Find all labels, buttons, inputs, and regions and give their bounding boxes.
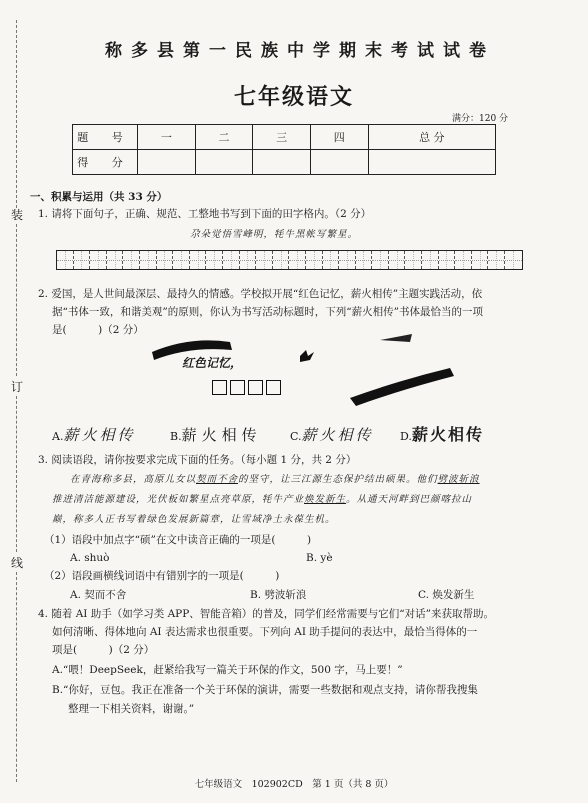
score-cell[interactable] xyxy=(253,150,311,175)
sub1-option-a[interactable]: A. shuò xyxy=(70,552,110,564)
score-table xyxy=(72,124,496,175)
grid-cell[interactable] xyxy=(173,251,190,269)
poster-box xyxy=(266,380,281,395)
binding-line xyxy=(16,572,17,782)
poster-box xyxy=(230,380,245,395)
score-table-header-cell: 总 分 xyxy=(368,125,495,150)
brush-stroke-right xyxy=(350,368,454,406)
passage-text: 。从通天河畔到巴颜喀拉山 xyxy=(346,494,473,505)
option-text: 薪火相传 xyxy=(181,426,262,444)
grid-cell[interactable] xyxy=(505,251,522,269)
grid-cell[interactable] xyxy=(372,251,389,269)
grid-cell[interactable] xyxy=(472,251,489,269)
option-d[interactable] xyxy=(400,422,484,445)
binding-line xyxy=(16,396,17,552)
question-4-line2: 如何清晰、得体地向 AI 表达需求也很重要。下列向 AI 助手提问的表达中，最恰当得体的一 xyxy=(52,626,478,638)
question-2-line1: 2. 爱国，是人世间最深层、最持久的情感。学校拟开展“红色记忆，薪火相传”主题实践活动，依 xyxy=(38,288,483,300)
grid-cell[interactable] xyxy=(339,251,356,269)
score-row-label: 得 分 xyxy=(73,150,138,175)
grid-cell[interactable] xyxy=(455,251,472,269)
passage-text: 推进清洁能源建设，光伏板如繁星点亮草原，牦牛产业 xyxy=(52,494,305,505)
passage-underlined-word: 契而不舍 xyxy=(196,474,239,485)
option-text: 薪火相传 xyxy=(411,425,484,444)
grid-cell[interactable] xyxy=(289,251,306,269)
binding-mark-xian: 线 xyxy=(11,556,24,570)
question-2-line3: 是( )（2 分） xyxy=(52,324,144,336)
question-3-prompt: 3. 阅读语段，请你按要求完成下面的任务。（每小题 1 分，共 2 分） xyxy=(38,454,357,466)
sub2-option-c[interactable]: C. 焕发新生 xyxy=(418,589,475,601)
score-table-score-row xyxy=(73,150,496,175)
option-b[interactable] xyxy=(170,424,262,445)
grid-cell[interactable] xyxy=(74,251,91,269)
passage-underlined-word: 焕发新生 xyxy=(304,494,347,505)
poster-title: 红色记忆， xyxy=(182,356,243,370)
section-title: 一、积累与运用（共 33 分） xyxy=(30,191,168,203)
question-2-line2: 据“书体一致，和谐美观”的原则，你认为书写活动标题时，下列“薪火相传”书体最恰当的一项 xyxy=(52,306,483,318)
grid-cell[interactable] xyxy=(107,251,124,269)
grid-cell[interactable] xyxy=(439,251,456,269)
score-table-header-cell: 一 xyxy=(138,125,196,150)
binding-mark-ding: 订 xyxy=(11,380,24,394)
poster-box xyxy=(248,380,263,395)
binding-line xyxy=(16,20,17,208)
passage-line-1 xyxy=(70,471,480,485)
option-letter: C. xyxy=(290,430,302,443)
grid-cell[interactable] xyxy=(389,251,406,269)
question-1-prompt: 1. 请将下面句子，正确、规范、工整地书写到下面的田字格内。（2 分） xyxy=(38,208,372,220)
poster-box xyxy=(212,380,227,395)
sub1-option-b[interactable]: B. yè xyxy=(306,552,333,564)
score-cell[interactable] xyxy=(195,150,253,175)
poster-blank-boxes xyxy=(212,380,284,399)
grid-cell[interactable] xyxy=(206,251,223,269)
passage-line-2 xyxy=(52,491,472,505)
score-table-header-cell: 二 xyxy=(195,125,253,150)
school-exam-title: 称多县第一民族中学期末考试试卷 xyxy=(105,41,495,61)
grid-cell[interactable] xyxy=(140,251,157,269)
score-cell[interactable] xyxy=(138,150,196,175)
bird-icon xyxy=(300,350,314,362)
passage-line-3: 巅，称多人正书写着绿色发展新篇章，让雪域净土永葆生机。 xyxy=(52,514,336,525)
binding-line xyxy=(16,224,17,376)
q4-option-b-continued: 整理一下相关资料，谢谢。” xyxy=(68,703,195,715)
option-letter: A. xyxy=(52,430,64,443)
question-3-sub1: （1）语段中加点字“硕”在文中读音正确的一项是( ) xyxy=(44,534,312,546)
question-4-line1: 4. 随着 AI 助手（如学习类 APP、智能音箱）的普及，同学们经常需要与它们“对话”来获取帮助。 xyxy=(38,608,495,620)
full-score-label: 满分：120 分 xyxy=(452,114,509,124)
passage-text: 的坚守，让三江源生态保护结出硕果。他们 xyxy=(238,474,438,485)
copy-sentence: 尕朵觉悟雪峰明，牦牛黑帐写繁星。 xyxy=(190,229,359,240)
grid-cell[interactable] xyxy=(323,251,340,269)
brush-stroke-top xyxy=(380,334,412,342)
grid-cell[interactable] xyxy=(306,251,323,269)
sub2-option-b[interactable]: B. 劈波斩浪 xyxy=(250,589,307,601)
score-table-header-row xyxy=(73,125,496,150)
binding-mark-zhuang: 装 xyxy=(11,208,24,222)
score-table-header-cell: 四 xyxy=(310,125,368,150)
score-table-header-cell: 三 xyxy=(253,125,311,150)
grid-cell[interactable] xyxy=(273,251,290,269)
option-text: 薪火相传 xyxy=(301,426,374,444)
page-footer: 七年级语文 102902CD 第 1 页（共 8 页） xyxy=(194,779,394,790)
option-text: 薪火相传 xyxy=(63,426,136,444)
score-cell[interactable] xyxy=(368,150,495,175)
grid-cell[interactable] xyxy=(240,251,257,269)
grid-cell[interactable] xyxy=(223,251,240,269)
q4-option-a[interactable]: A.“喂！DeepSeek，赶紧给我写一篇关于环保的作文，500 字，马上要！” xyxy=(52,664,403,676)
writing-grid[interactable] xyxy=(56,250,523,270)
score-cell[interactable] xyxy=(310,150,368,175)
option-letter: D. xyxy=(400,430,412,443)
question-4-line3: 项是( )（2 分） xyxy=(52,644,155,656)
grid-cell[interactable] xyxy=(256,251,273,269)
grid-cell[interactable] xyxy=(123,251,140,269)
subject-title: 七年级语文 xyxy=(233,84,354,110)
grid-cell[interactable] xyxy=(356,251,373,269)
option-a[interactable] xyxy=(52,424,135,445)
option-c[interactable] xyxy=(290,424,374,445)
grid-cell[interactable] xyxy=(57,251,74,269)
q4-option-b[interactable]: B.“你好，豆包。我正在准备一个关于环保的演讲，需要一些数据和观点支持，请你帮我搜集 xyxy=(52,684,478,696)
grid-cell[interactable] xyxy=(157,251,174,269)
grid-cell[interactable] xyxy=(422,251,439,269)
grid-cell[interactable] xyxy=(488,251,505,269)
passage-text: 在青海称多县，高原儿女以 xyxy=(70,474,197,485)
option-letter: B. xyxy=(170,430,182,443)
passage-underlined-word: 劈波斩浪 xyxy=(437,474,480,485)
grid-cell[interactable] xyxy=(90,251,107,269)
question-3-sub2: （2）语段画横线词语中有错别字的一项是( ) xyxy=(44,570,280,582)
sub2-option-a[interactable]: A. 契而不舍 xyxy=(70,589,127,601)
grid-cell[interactable] xyxy=(190,251,207,269)
score-table-header-cell: 题 号 xyxy=(73,125,138,150)
grid-cell[interactable] xyxy=(405,251,422,269)
